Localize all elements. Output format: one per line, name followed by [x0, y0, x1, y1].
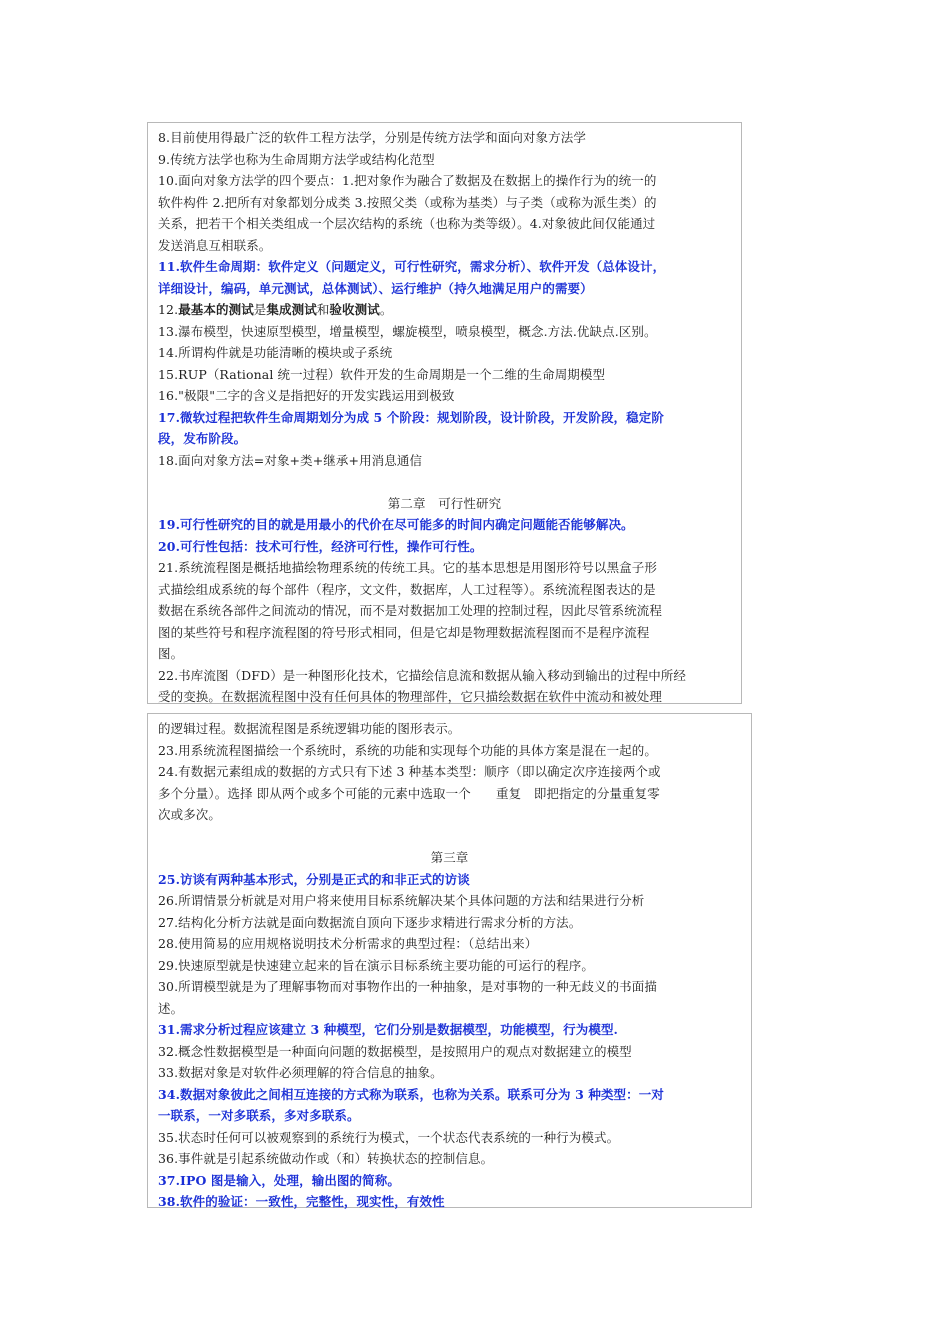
text-line: 21.系统流程图是概括地描绘物理系统的传统工具。它的基本思想是用图形符号以黑盒子形: [158, 560, 657, 575]
text-line: 14.所谓构件就是功能清晰的模块或子系统: [158, 345, 393, 360]
text-line: 23.用系统流程图描绘一个系统时，系统的功能和实现每个功能的具体方案是混在一起的。: [158, 742, 657, 758]
text-line: 13.瀑布模型，快速原型模型，增量模型，螺旋模型，喷泉模型，概念.方法.优缺点.区别。: [158, 323, 657, 339]
text-line: 22.书库流图（DFD）是一种图形化技术，它描绘信息流和数据从输入移动到输出的过程中所经: [158, 667, 686, 683]
highlight-line: 17.微软过程把软件生命周期划分为成 5 个阶段：规划阶段，设计阶段，开发阶段，稳定阶: [158, 409, 664, 425]
chapter-heading: 第三章: [430, 850, 469, 865]
text-line: 36.事件就是引起系统做动作或（和）转换状态的控制信息。: [158, 1151, 494, 1166]
highlight-line: 38.软件的验证：一致性，完整性，现实性，有效性: [158, 1194, 445, 1209]
text-fragment: 是: [253, 302, 267, 317]
text-line: 10.面向对象方法学的四个要点：1.把对象作为融合了数据及在数据上的操作行为的统一的: [158, 173, 657, 188]
text-line: 图。: [158, 646, 184, 661]
text-line: 24.有数据元素组成的数据的方式只有下述 3 种基本类型：顺序（即以确定次序连接两个或: [158, 764, 661, 779]
chapter-heading: 第二章 可行性研究: [387, 495, 502, 511]
text-fragment: 和: [316, 302, 330, 317]
highlight-line: 19.可行性研究的目的就是用最小的代价在尽可能多的时间内确定问题能否能够解决。: [158, 517, 634, 532]
blank-line: [158, 471, 731, 493]
blank-line: [158, 826, 741, 848]
text-fragment: 。: [379, 302, 393, 317]
highlight-line: 37.IPO 图是输入，处理，输出图的简称。: [158, 1172, 400, 1188]
bold-term: 最基本的测试: [178, 302, 254, 317]
page-1-excerpt: [147, 122, 742, 704]
text-line: 的逻辑过程。数据流程图是系统逻辑功能的图形表示。: [158, 721, 461, 736]
text-line: 30.所谓模型就是为了理解事物而对事物作出的一种抽象，是对事物的一种无歧义的书面描: [158, 979, 657, 994]
text-line: 32.概念性数据模型是一种面向问题的数据模型，是按照用户的观点对数据建立的模型: [158, 1043, 632, 1059]
text-line: 图的某些符号和程序流程图的符号形式相同，但是它却是物理数据流程图而不是程序流程: [158, 624, 650, 640]
text-line: 关系，把若干个相关类组成一个层次结构的系统（也称为类等级）。4.对象彼此间仅能通过: [158, 216, 656, 231]
text-line-item-12: [158, 299, 731, 321]
highlight-line: 31.需求分析过程应该建立 3 种模型，它们分别是数据模型，功能模型，行为模型.: [158, 1022, 619, 1037]
text-line: 发送消息互相联系。: [158, 237, 272, 253]
text-line: 次或多次。: [158, 807, 222, 822]
text-line: 27.结构化分析方法就是面向数据流自顶向下逐步求精进行需求分析的方法。: [158, 914, 582, 930]
text-line: 28.使用简易的应用规格说明技术分析需求的典型过程：（总结出来）: [158, 936, 538, 951]
highlight-line: 段，发布阶段。: [158, 431, 247, 446]
text-line: 15.RUP（Rational 统一过程）软件开发的生命周期是一个二维的生命周期模型: [158, 366, 606, 382]
bold-term: 集成测试: [266, 302, 317, 317]
bold-term: 验收测试: [329, 302, 380, 317]
text-line: 18.面向对象方法=对象+类+继承+用消息通信: [158, 452, 423, 468]
page-2-excerpt: [147, 713, 752, 1208]
highlight-line: 20.可行性包括：技术可行性，经济可行性，操作可行性。: [158, 538, 483, 554]
text-line: 述。: [158, 1000, 184, 1016]
text-line: 33.数据对象是对软件必须理解的符合信息的抽象。: [158, 1065, 443, 1080]
text-line: 35.状态时任何可以被观察到的系统行为模式，一个状态代表系统的一种行为模式。: [158, 1129, 620, 1145]
text-line: 16."极限"二字的含义是指把好的开发实践运用到极致: [158, 388, 455, 403]
text-line: 9.传统方法学也称为生命周期方法学或结构化范型: [158, 151, 435, 167]
text-line: 数据在系统各部件之间流动的情况，而不是对数据加工处理的控制过程，因此尽管系统流程: [158, 603, 663, 618]
highlight-line: 34.数据对象彼此之间相互连接的方式称为联系，也称为关系。联系可分为 3 种类型：一对: [158, 1086, 664, 1102]
highlight-line: 一联系，一对多联系，多对多联系。: [158, 1108, 360, 1123]
text-line: 软件构件 2.把所有对象都划分成类 3.按照父类（或称为基类）与子类（或称为派生类）的: [158, 194, 657, 210]
text-line: 8.目前使用得最广泛的软件工程方法学，分别是传统方法学和面向对象方法学: [158, 130, 586, 145]
text-line: 式描绘组成系统的每个部件（程序，文文件，数据库，人工过程等）。系统流程图表达的是: [158, 581, 656, 597]
text-line: 受的变换。在数据流程图中没有任何具体的物理部件，它只描绘数据在软件中流动和被处理: [158, 689, 663, 704]
highlight-line: 11.软件生命周期：软件定义（问题定义，可行性研究，需求分析）、软件开发（总体设计，: [158, 259, 666, 274]
text-line: 多个分量）。选择 即从两个或多个可能的元素中选取一个 重复 即把指定的分量重复零: [158, 785, 660, 801]
text-line: 26.所谓情景分析就是对用户将来使用目标系统解决某个具体问题的方法和结果进行分析: [158, 893, 645, 908]
highlight-line: 详细设计，编码，单元测试，总体测试）、运行维护（持久地满足用户的需要）: [158, 280, 593, 296]
text-line: 29.快速原型就是快速建立起来的旨在演示目标系统主要功能的可运行的程序。: [158, 957, 594, 973]
highlight-line: 25.访谈有两种基本形式，分别是正式的和非正式的访谈: [158, 871, 470, 887]
item-number: 12.: [158, 302, 179, 317]
